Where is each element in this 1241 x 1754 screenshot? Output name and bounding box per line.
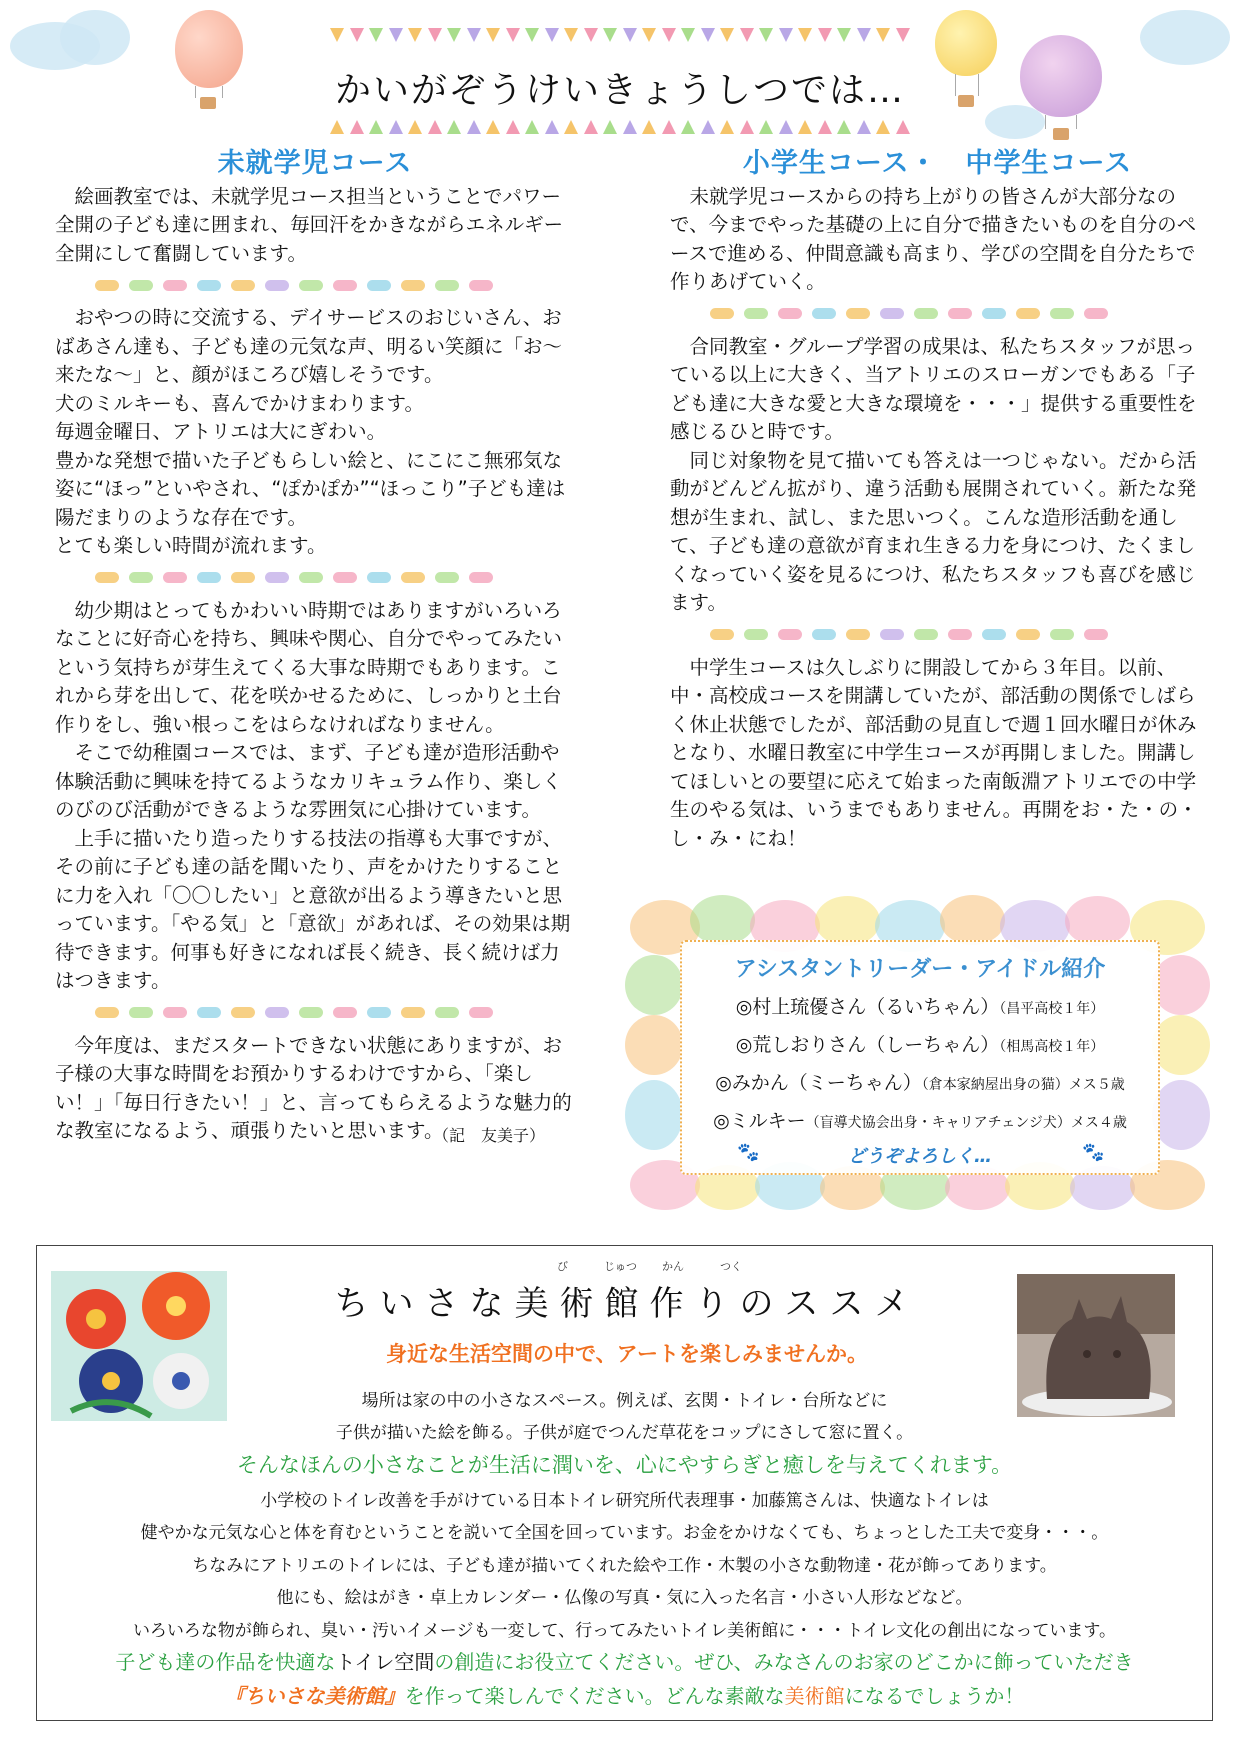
assistant-item-2: ◎荒しおりさん（しーちゃん）（相馬高校１年） xyxy=(735,1034,1105,1056)
museum-section xyxy=(36,1245,1213,1721)
preschool-column xyxy=(55,150,575,1146)
cloud-right-2 xyxy=(985,105,1045,139)
bunting-bottom xyxy=(330,116,910,134)
preschool-signature: （記 友美子） xyxy=(432,1125,545,1145)
dot-divider xyxy=(710,303,1205,325)
page-header xyxy=(0,0,1241,145)
junior-high-para: 中学生コースは久しぶりに開設してから３年目。以前、中・高校成コースを開講していたが、部活動の関係でしばらく休止状態でしたが、部活動の見直しで週１回水曜日が休みとなり、水曜日教室に中学生コースが再開しました。開講してほしいとの要望に応えて始まった南飯淵アトリエでの中学生のやる気は、いうまでもありません。再開をお・た・の・し・み・にね！ xyxy=(670,655,1198,850)
museum-line-3: 小学校のトイレ改善を手がけている日本トイレ研究所代表理事・加藤篤さんは、快適なトイレは xyxy=(260,1491,989,1511)
elementary-column xyxy=(670,150,1205,853)
basket-left xyxy=(200,97,216,109)
preschool-para-3a: 幼少期はとってもかわいい時期ではありますがいろいろなことに好奇心を持ち、興味や関心、自分でやってみたいという気持ちが芽生えてくる大事な時期でもあります。これから芽を出して、花を咲かせるために、しっかりと土台作りをし、強い根っこをはらなければなりません。 xyxy=(55,598,563,736)
assistant-greeting: どうぞよろしく… xyxy=(848,1146,992,1167)
page-title: かいがぞうけいきょうしつでは… xyxy=(334,70,905,111)
balloon-right-purple xyxy=(1020,35,1102,117)
cloud-left-2 xyxy=(60,10,130,65)
paw-icon: 🐾 xyxy=(1082,1142,1105,1163)
museum-line-4: 健やかな元気な心と体を育むということを説いて全国を回っています。お金をかけなくても、ちょっとした工夫で変身・・・。 xyxy=(140,1523,1109,1543)
museum-line-7: いろいろな物が飾られ、臭い・汚いイメージも一変して、行ってみたいトイレ美術館に・・・トイレ文化の創出になっています。 xyxy=(132,1621,1117,1641)
museum-line-6: 他にも、絵はがき・卓上カレンダー・仏像の写真・気に入った名言・小さい人形などなど。 xyxy=(276,1588,973,1608)
museum-line-2: 子供が描いた絵を飾る。子供が庭でつんだ草花をコップにさして窓に置く。 xyxy=(335,1423,914,1443)
cloud-right xyxy=(1140,10,1230,65)
museum-highlight: そんなほんの小さなことが生活に潤いを、心にやすらぎと癒しを与えてくれます。 xyxy=(236,1453,1013,1477)
elementary-para-1: 未就学児コースからの持ち上がりの皆さんが大部分なので、今までやった基礎の上に自分で描きたいものを自分のペースで進める、仲間意識も高まり、学びの空間を自分たちで作りあげていく。 xyxy=(670,184,1197,293)
ruby-bi: び xyxy=(557,1260,568,1273)
museum-title: ちいさな美術館作りのススメ xyxy=(334,1284,920,1324)
basket-right-purple xyxy=(1053,128,1069,140)
dot-divider xyxy=(95,274,575,296)
ruby-tsuku: つく xyxy=(720,1260,742,1273)
museum-closing-2: 『ちいさな美術館』を作って楽しんでください。どんな素敵な美術館になるでしょうか！ xyxy=(224,1684,1025,1708)
elementary-para-2b: 同じ対象物を見て描いても答えは一つじゃない。だから活動がどんどん拡がり、違う活動も展開されていく。新たな発想が生まれ、試し、また思いつく。こんな造形活動を通して、子ども達の意欲が育まれ生きる力を身につけ、たくましくなっていく姿を見るにつけ、私たちスタッフも喜びを感じます。 xyxy=(670,448,1197,614)
preschool-para-2d: 豊かな発想で描いた子どもらしい絵と、にこにこ無邪気な姿に“ほっ”といやされ、“ぽかぽか”“ほっこり”子ども達は陽だまりのような存在です。 xyxy=(55,448,566,529)
dot-divider xyxy=(95,567,575,589)
assistant-item-3: ◎みかん（ミーちゃん）（倉本家納屋出身の猫）メス５歳 xyxy=(715,1072,1125,1094)
preschool-para-2e: とても楽しい時間が流れます。 xyxy=(55,534,327,557)
elementary-para-2a: 合同教室・グループ学習の成果は、私たちスタッフが思っている以上に大きく、当アトリエのスローガンでもある「子ども達に大きな愛と大きな環境を・・・」提供する重要性を感じるひと時です。 xyxy=(670,334,1197,443)
preschool-para-2c: 毎週金曜日、アトリエは大にぎわい。 xyxy=(55,420,387,443)
ruby-jutsu: じゅつ xyxy=(604,1260,637,1273)
assistant-title: アシスタントリーダー・アイドル紹介 xyxy=(734,957,1106,982)
assistant-intro-panel xyxy=(680,940,1160,1175)
dot-divider xyxy=(95,1002,575,1024)
museum-subtitle: 身近な生活空間の中で、アートを楽しみませんか。 xyxy=(386,1342,868,1366)
preschool-para-2a: おやつの時に交流する、デイサービスのおじいさん、おばあさん達も、子ども達の元気な声、明るい笑顔に「お～来たな～」と、顔がほころび嬉しそうです。 xyxy=(55,306,563,386)
elementary-heading: 小学生コース・ 中学生コース xyxy=(742,148,1133,179)
preschool-para-2b: 犬のミルキーも、喜んでかけまわります。 xyxy=(55,391,424,415)
assistant-item-4: ◎ミルキー（盲導犬協会出身・キャリアチェンジ犬）メス４歳 xyxy=(713,1110,1127,1132)
ruby-kan: かん xyxy=(662,1260,684,1273)
assistant-intro-box xyxy=(630,900,1205,1210)
preschool-para-3b: そこで幼稚園コースでは、まず、子ども達が造形活動や体験活動に興味を持てるようなカリキュラム作り、楽しくのびのび活動ができるような雰囲気に心掛けています。 xyxy=(55,741,562,821)
assistant-item-1: ◎村上琉優さん（るいちゃん）（昌平高校１年） xyxy=(735,996,1105,1018)
paw-icon: 🐾 xyxy=(737,1142,760,1163)
preschool-para-4: 今年度は、まだスタートできない状態にありますが、お子様の大事な時間をお預かりするわけですから、「楽しい！」「毎日行きたい！」と、言ってもらえるような魅力的な教室になるよう、頑張りたいと思います。 xyxy=(55,1033,572,1142)
bunting-top xyxy=(330,28,910,46)
museum-closing-1: 子ども達の作品を快適なトイレ空間の創造にお役立てください。ぜひ、みなさんのお家のどこかに飾っていただき xyxy=(115,1650,1134,1674)
balloon-left xyxy=(175,10,243,88)
museum-line-5: ちなみにアトリエのトイレには、子ども達が描いてくれた絵や工作・木製の小さな動物達・花が飾ってあります。 xyxy=(192,1556,1057,1576)
museum-line-1: 場所は家の中の小さなスペース。例えば、玄関・トイレ・台所などに xyxy=(361,1391,888,1411)
preschool-heading: 未就学児コース xyxy=(217,148,413,179)
preschool-intro: 絵画教室では、未就学児コース担当ということでパワー全開の子ども達に囲まれ、毎回汗をかきながらエネルギー全開にして奮闘しています。 xyxy=(55,184,564,265)
preschool-para-3c: 上手に描いたり造ったりする技法の指導も大事ですが、その前に子ども達の話を聞いたり、声をかけたりすることに力を入れ「〇〇したい」と意欲が出るよう導きたいと思っています。「やる気」と「意欲」があれば、その効果は期待できます。何事も好きになれば長く続き、長く続けば力はつきます。 xyxy=(55,826,571,992)
dot-divider xyxy=(710,624,1205,646)
